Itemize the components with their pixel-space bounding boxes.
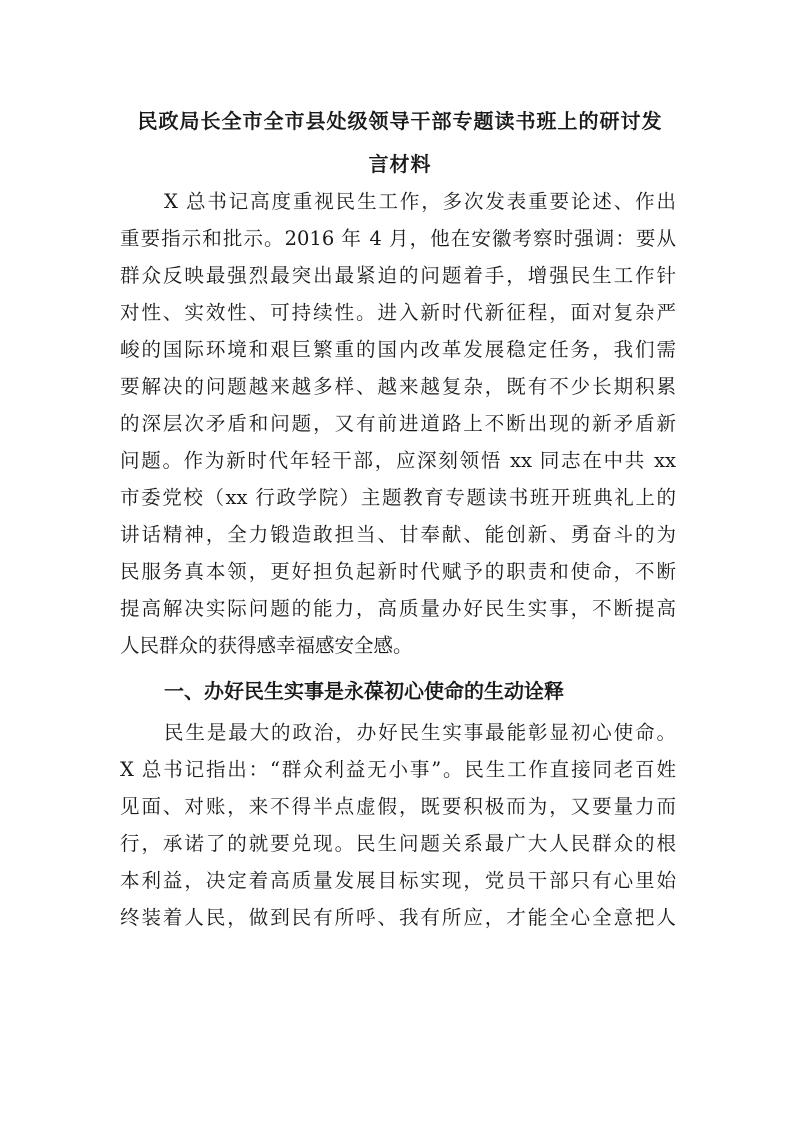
paragraph-2-line-1: 民生是最大的政治，办好民生实事最能彰显初心使命。 bbox=[164, 721, 676, 744]
paragraph-2-line-5: 本利益，决定着高质量发展目标实现，党员干部只有心里始 bbox=[120, 869, 676, 892]
paragraph-2-line-2: X 总书记指出：“群众利益无小事”。民生工作直接同老百姓 bbox=[120, 758, 676, 781]
paragraph-1-line-11: 民服务真本领，更好担负起新时代赋予的职责和使命，不断 bbox=[120, 560, 676, 583]
paragraph-1-line-9: 市委党校（xx 行政学院）主题教育专题读书班开班典礼上的 bbox=[120, 486, 676, 509]
paragraph-1-line-12: 提高解决实际问题的能力，高质量办好民生实事，不断提高 bbox=[120, 597, 676, 620]
paragraph-1-line-5: 峻的国际环境和艰巨繁重的国内改革发展稳定任务，我们需 bbox=[120, 338, 676, 361]
section-1-heading: 一、办好民生实事是永葆初心使命的生动诠释 bbox=[164, 679, 564, 703]
paragraph-1-line-8: 问题。作为新时代年轻干部，应深刻领悟 xx 同志在中共 xx bbox=[120, 449, 676, 472]
paragraph-1-line-13: 人民群众的获得感幸福感安全感。 bbox=[120, 634, 413, 657]
document-title-line-2: 言材料 bbox=[368, 152, 432, 176]
paragraph-1-line-7: 的深层次矛盾和问题，又有前进道路上不断出现的新矛盾新 bbox=[120, 412, 676, 435]
paragraph-1-line-1: X 总书记高度重视民生工作，多次发表重要论述、作出 bbox=[164, 190, 676, 213]
paragraph-1-line-2: 重要指示和批示。2016 年 4 月，他在安徽考察时强调：要从 bbox=[120, 227, 676, 250]
paragraph-2-line-6: 终装着人民，做到民有所呼、我有所应，才能全心全意把人 bbox=[120, 906, 676, 929]
paragraph-1-line-3: 群众反映最强烈最突出最紧迫的问题着手，增强民生工作针 bbox=[120, 264, 676, 287]
paragraph-2-line-4: 行，承诺了的就要兑现。民生问题关系最广大人民群众的根 bbox=[120, 832, 676, 855]
paragraph-1-line-10: 讲话精神，全力锻造敢担当、甘奉献、能创新、勇奋斗的为 bbox=[120, 523, 676, 546]
paragraph-2-line-3: 见面、对账，来不得半点虚假，既要积极而为，又要量力而 bbox=[120, 795, 676, 818]
paragraph-1-line-6: 要解决的问题越来越多样、越来越复杂，既有不少长期积累 bbox=[120, 375, 676, 398]
document-title-line-1: 民政局长全市全市县处级领导干部专题读书班上的研讨发 bbox=[137, 109, 663, 133]
paragraph-1-line-4: 对性、实效性、可持续性。进入新时代新征程，面对复杂严 bbox=[120, 301, 676, 324]
